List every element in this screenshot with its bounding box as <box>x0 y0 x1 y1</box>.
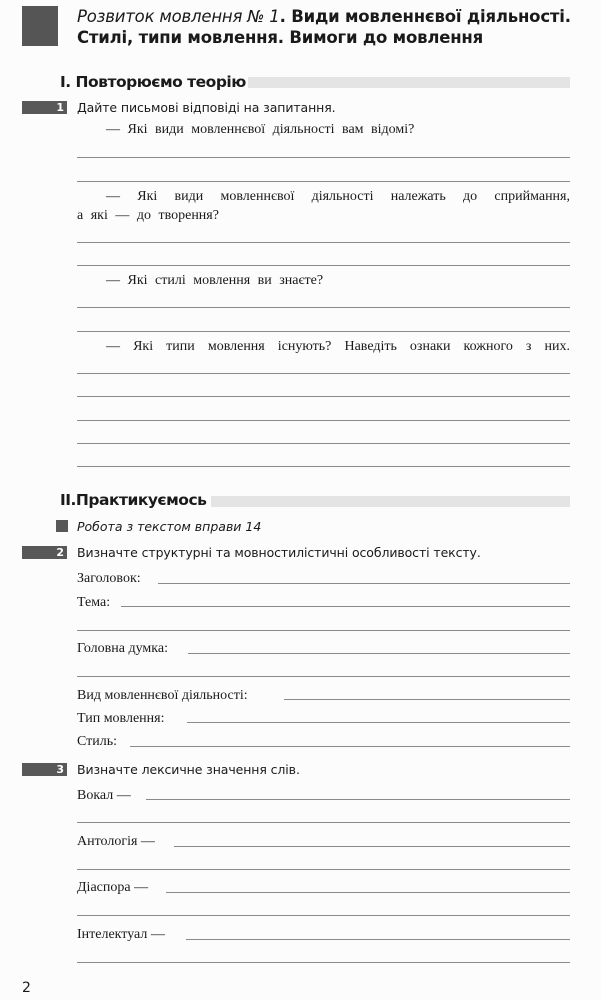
question-1: — Які види мовленнєвої діяльності вам відомі? <box>106 122 415 137</box>
word-intellectual-line[interactable] <box>186 939 570 940</box>
field-style-line[interactable] <box>130 746 570 747</box>
answer-line[interactable] <box>77 396 570 397</box>
section-2-bar <box>211 496 570 507</box>
question-4: — Які типи мовлення існують? Наведіть ознаки кожного з них. <box>106 339 570 354</box>
word-vocal-line-2[interactable] <box>77 822 570 823</box>
field-title-line[interactable] <box>158 583 570 584</box>
answer-line[interactable] <box>77 181 570 182</box>
exercise-1-instruction: Дайте письмові відповіді на запитання. <box>77 100 336 115</box>
word-diaspora-line-2[interactable] <box>77 915 570 916</box>
field-speech-type-line[interactable] <box>187 722 570 723</box>
question-2b: а які — до творення? <box>77 208 219 223</box>
answer-line[interactable] <box>77 420 570 421</box>
question-2a: — Які види мовленнєвої діяльності належать до сприймання, <box>106 189 570 204</box>
answer-line[interactable] <box>77 466 570 467</box>
field-label-main-idea: Головна думка: <box>77 641 168 656</box>
field-label-activity-type: Вид мовленнєвої діяльності: <box>77 688 248 703</box>
field-topic-line-2[interactable] <box>77 630 570 631</box>
answer-line[interactable] <box>77 242 570 243</box>
section-2-heading: II.Практикуємось <box>60 491 207 509</box>
field-label-speech-type: Тип мовлення: <box>77 711 165 726</box>
word-diaspora-line[interactable] <box>166 892 570 893</box>
answer-line[interactable] <box>77 307 570 308</box>
section-1-bar <box>248 77 570 88</box>
page-number: 2 <box>22 980 31 996</box>
section-2-subheading: Робота з текстом вправи 14 <box>77 519 262 534</box>
word-intellectual-line-2[interactable] <box>77 962 570 963</box>
field-main-idea-line[interactable] <box>188 653 570 654</box>
word-vocal-line[interactable] <box>146 799 570 800</box>
field-label-topic: Тема: <box>77 595 111 610</box>
word-anthology: Антологія — <box>77 834 155 849</box>
question-3: — Які стилі мовлення ви знаєте? <box>106 273 324 288</box>
page-title <box>77 6 587 48</box>
answer-line[interactable] <box>77 443 570 444</box>
field-label-style: Стиль: <box>77 734 118 749</box>
title-italic: Розвиток мовлення № 1 <box>77 7 280 26</box>
section-1-heading: I. Повторюємо теорію <box>60 73 246 91</box>
field-topic-line[interactable] <box>121 606 570 607</box>
exercise-3-instruction: Визначте лексичне значення слів. <box>77 762 300 777</box>
subheading-marker <box>56 520 68 532</box>
field-activity-type-line[interactable] <box>284 699 570 700</box>
exercise-2-badge: 2 <box>22 546 67 559</box>
exercise-2-instruction: Визначте структурні та мовностилістичні особливості тексту. <box>77 545 481 560</box>
exercise-3-badge: 3 <box>22 763 67 776</box>
word-diaspora: Діаспора — <box>77 880 149 895</box>
answer-line[interactable] <box>77 265 570 266</box>
field-label-title: Заголовок: <box>77 571 141 586</box>
field-main-idea-line-2[interactable] <box>77 676 570 677</box>
header-marker-box <box>22 6 58 46</box>
word-anthology-line-2[interactable] <box>77 869 570 870</box>
answer-line[interactable] <box>77 373 570 374</box>
word-anthology-line[interactable] <box>174 846 570 847</box>
word-intellectual: Інтелектуал — <box>77 927 165 942</box>
word-vocal: Вокал — <box>77 788 131 803</box>
exercise-1-badge: 1 <box>22 101 67 114</box>
title-line2: Стилі, типи мовлення. Вимоги до мовлення <box>77 28 483 47</box>
title-rest: . Види мовленнєвої діяльності. <box>279 7 571 26</box>
answer-line[interactable] <box>77 331 570 332</box>
answer-line[interactable] <box>77 157 570 158</box>
